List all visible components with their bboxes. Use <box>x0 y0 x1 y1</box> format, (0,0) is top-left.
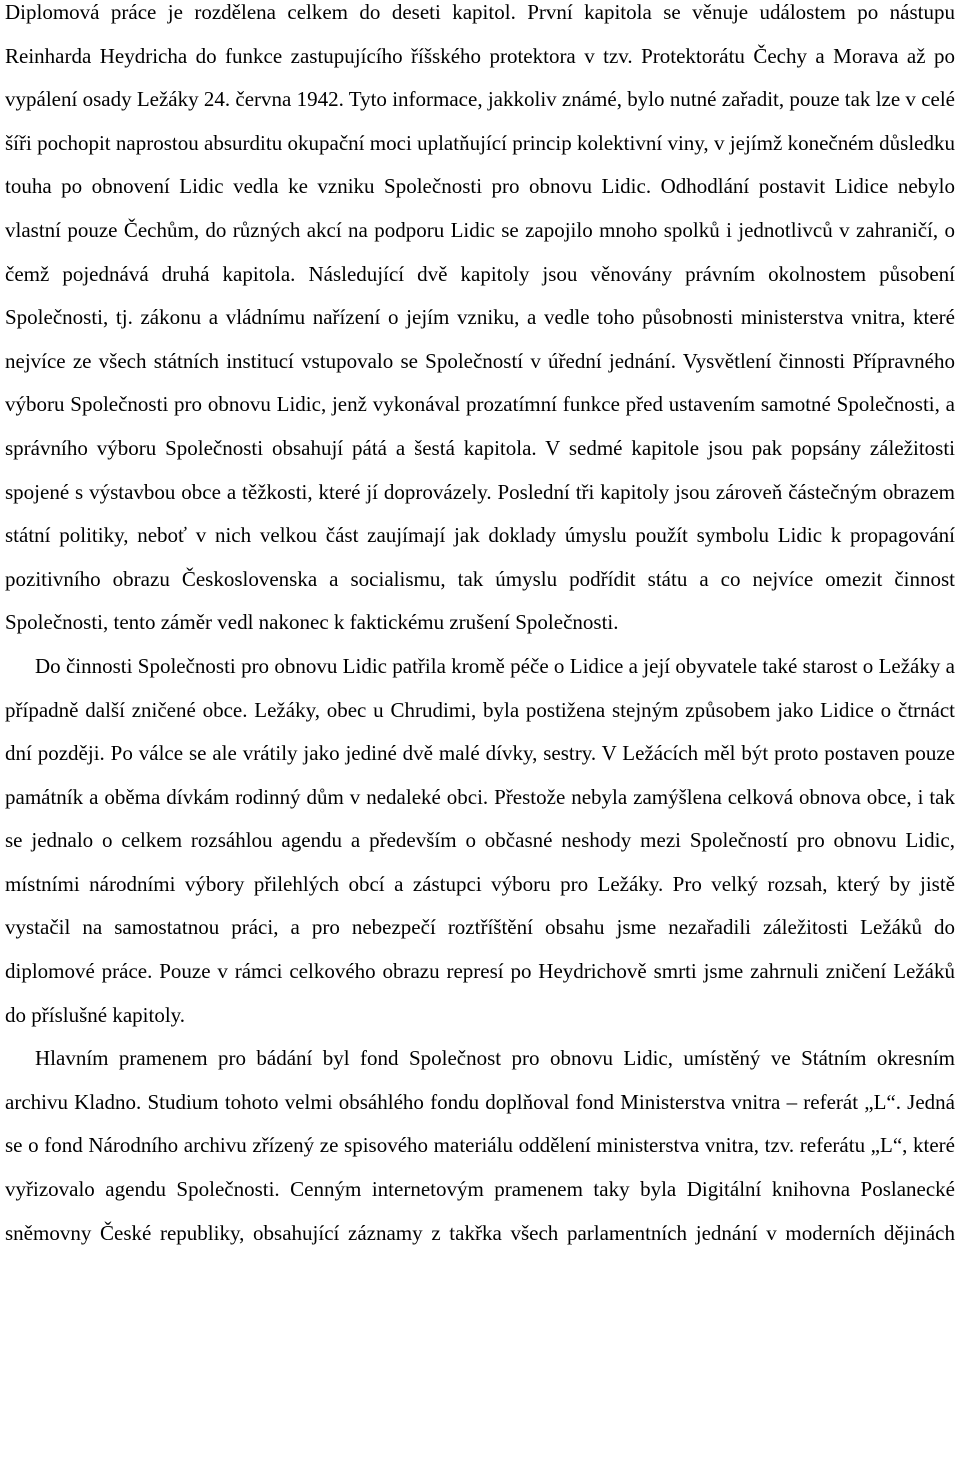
paragraph-lezaky: Do činnosti Společnosti pro obnovu Lidic patřila kromě péče o Lidice a její obyvatele také starost o Ležáky a případně další zničené obce. Ležáky, obec u Chrudimi, byla postižena stejným způsobem jako Lidice o čtrnáct dní později. Po válce se ale vrátily jako jediné dvě malé dívky, sestry. V Ležácích měl být proto postaven pouze památník a oběma dívkám rodinný dům v nedaleké obci. Přestože nebyla zamýšlena celková obnova obce, i tak se jednalo o celkem rozsáhlou agendu a především o občasné neshody mezi Společností pro obnovu Lidic, místními národními výbory přilehlých obcí a zástupci výboru pro Ležáky. Pro velký rozsah, který by jistě vystačil na samostatnou práci, a pro nebezpečí roztříštění obsahu jsme nezařadili záležitosti Ležáků do diplomové práce. Pouze v rámci celkového obrazu represí po Heydrichově smrti jsme zahrnuli zničení Ležáků do příslušné kapitoly. <box>5 653 955 1027</box>
paragraph-sources: Hlavním pramenem pro bádání byl fond Společnost pro obnovu Lidic, umístěný ve Státním okresním archivu Kladno. Studium tohoto velmi obsáhlého fondu doplňoval fond Ministerstva vnitra – referát „L“. Jedná se o fond Národního archivu zřízený ze spisového materiálu oddělení ministerstva vnitra, tzv. referátu „L“, které vyřizovalo agendu Společnosti. Cenným internetovým pramenem taky byla Digitální knihovna Poslanecké sněmovny České republiky, obsahující záznamy z takřka všech parlamentních jednání v moderních dějinách <box>5 1046 955 1245</box>
document-page <box>5 0 955 1460</box>
paragraph-chapter-overview: Diplomová práce je rozdělena celkem do deseti kapitol. První kapitola se věnuje událostem po nástupu Reinharda Heydricha do funkce zastupujícího říšského protektora v tzv. Protektorátu Čechy a Morava až po vypálení osady Ležáky 24. června 1942. Tyto informace, jakkoliv známé, bylo nutné zařadit, pouze tak lze v celé šíři pochopit naprostou absurditu okupační moci uplatňující princip kolektivní viny, v jejímž konečném důsledku touha po obnovení Lidic vedla ke vzniku Společnosti pro obnovu Lidic. Odhodlání postavit Lidice nebylo vlastní pouze Čechům, do různých akcí na podporu Lidic se zapojilo mnoho spolků i jednotlivců v zahraničí, o čemž pojednává druhá kapitola. Následující dvě kapitoly jsou věnovány právním okolnostem působení Společnosti, tj. zákonu a vládnímu nařízení o jejím vzniku, a vedle toho působnosti ministerstva vnitra, které nejvíce ze všech státních institucí vstupovalo se Společností v úřední jednání. Vysvětlení činnosti Přípravného výboru Společnosti pro obnovu Lidic, jenž vykonával prozatímní funkce před ustavením samotné Společnosti, a správního výboru Společnosti obsahují pátá a šestá kapitola. V sedmé kapitole jsou pak popsány záležitosti spojené s výstavbou obce a těžkosti, které jí doprovázely. Poslední tři kapitoly jsou zároveň částečným obrazem státní politiky, neboť v nich velkou část zaujímají jak doklady úmyslu použít symbolu Lidic k propagování pozitivního obrazu Československa a socialismu, tak úmyslu podřídit státu a co nejvíce omezit činnost Společnosti, tento záměr vedl nakonec k faktickému zrušení Společnosti. <box>5 0 955 635</box>
